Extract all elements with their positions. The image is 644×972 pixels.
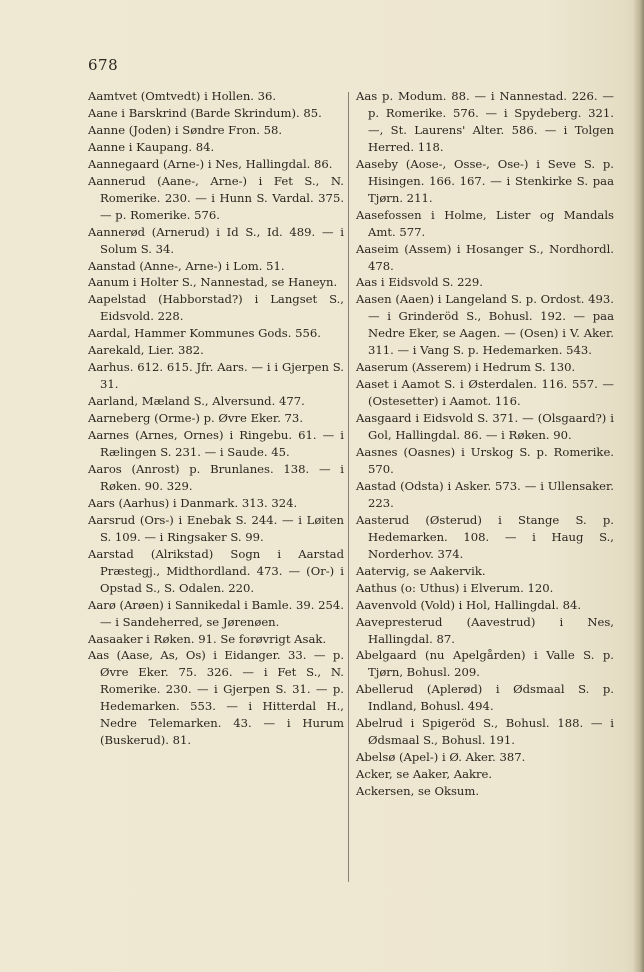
index-entry: Aarnes (Arnes, Ornes) i Ringebu. 61. — i Rælingen S. 231. — i Saude. 45. [88,428,344,460]
page-number: 678 [88,56,119,74]
index-entry: Aannerud (Aane-, Arne-) i Fet S., N. Romerike. 230. — i Hunn S. Vardal. 375. — p. Romerike. 576. [88,173,344,222]
index-entry: Aas i Eidsvold S. 229. [356,275,483,290]
index-entry: Aarstad (Alrikstad) Sogn i Aarstad Præstegj., Midthordland. 473. — (Or-) i Opstad S., S. Odalen. 220. [88,546,344,595]
index-entry: Aasnes (Oasnes) i Urskog S. p. Romerike. 570. [356,445,614,476]
index-entry: Aapelstad (Habborstad?) i Langset S., Eidsvold. 228. [88,292,344,324]
index-entry: Aastad (Odsta) i Asker. 573. — i Ullensaker. 223. [356,478,614,510]
index-entry: Aasefossen i Holme, Lister og Mandals Amt. 577. [356,207,614,239]
index-entry: Aarland, Mæland S., Alversund. 477. [88,394,305,409]
index-entry: Aas p. Modum. 88. — i Nannestad. 226. — p. Romerike. 576. — i Spydeberg. 321. —, St. Laurens' Alter. 586. — i Tolgen Herred. 118. [356,89,614,154]
index-entry: Aasgaard i Eidsvold S. 371. — (Olsgaard?) i Gol, Hallingdal. 86. — i Røken. 90. [356,411,614,443]
index-entry: Aasaaker i Røken. 91. Se forøvrigt Asak. [88,631,327,646]
index-entry: Abelsø (Apel-) i Ø. Aker. 387. [356,750,526,765]
page-edge [634,0,644,972]
index-entry: Aamtvet (Omtvedt) i Hollen. 36. [88,89,277,103]
index-entry: Ackersen, se Oksum. [356,784,480,799]
index-entry: Aasterud (Østerud) i Stange S. p. Hedemarken. 108. — i Haug S., Norderhov. 374. [356,512,614,561]
column-divider [348,92,349,882]
index-entry: Abellerud (Aplerød) i Ødsmaal S. p. Indland, Bohusl. 494. [356,682,614,714]
index-entry: Aarø (Arøen) i Sannikedal i Bamle. 39. 254. — i Sandeherred, se Jørenøen. [88,597,344,629]
index-entry: Aaserum (Asserem) i Hedrum S. 130. [356,360,576,375]
index-entry: Aas (Aase, As, Os) i Eidanger. 33. — p. Øvre Eker. 75. 326. — i Fet S., N. Romerike. 230. — i Gjerpen S. 31. — p. Hedemarken. 553. — i Hitterdal H., Nedre Telemarken. 43. — i Hurum (Buskerud). 81. [88,648,344,748]
index-entry: Aanum i Holter S., Nannestad, se Haneyn. [88,275,338,290]
index-entry: Aarhus. 612. 615. Jfr. Aars. — i i Gjerpen S. 31. [88,360,344,392]
index-entry: Abelgaard (nu Apelgården) i Valle S. p. Tjørn, Bohusl. 209. [356,648,614,680]
index-entry: Aaset i Aamot S. i Østerdalen. 116. 557. — (Ostesetter) i Aamot. 116. [356,377,614,409]
index-entry: Aardal, Hammer Kommunes Gods. 556. [88,326,321,341]
index-entry: Aathus (o: Uthus) i Elverum. 120. [356,580,554,595]
index-entry: Aatervig, se Aakervik. [356,563,486,578]
index-entry: Aanne i Kaupang. 84. [88,139,215,154]
index-entry: Aaseby (Aose-, Osse-, Ose-) i Seve S. p. Hisingen. 166. 167. — i Stenkirke S. paa Tjørn. 211. [356,156,614,205]
index-entry: Aavepresterud (Aavestrud) i Nes, Hallingdal. 87. [356,614,614,646]
index-entry: Aaseim (Assem) i Hosanger S., Nordhordl. 478. [356,241,614,273]
index-entry: Aasen (Aaen) i Langeland S. p. Ordost. 493. — i Grinderöd S., Bohusl. 192. — paa Nedre Eker, se Aagen. — (Osen) i V. Aker. 311. — i Vang S. p. Hedemarken. 543. [356,292,614,358]
index-entry: Aarekald, Lier. 382. [88,343,204,358]
index-entry: Aannegaard (Arne-) i Nes, Hallingdal. 86. [88,156,333,171]
index-entry: Aarneberg (Orme-) p. Øvre Eker. 73. [88,411,303,426]
left-column [88,88,344,749]
index-entry: Aannerød (Arnerud) i Id S., Id. 489. — i Solum S. 34. [88,224,344,256]
index-entry: Abelrud i Spigeröd S., Bohusl. 188. — i Ødsmaal S., Bohusl. 191. [356,716,614,748]
index-entry: Aanstad (Anne-, Arne-) i Lom. 51. [88,258,285,273]
right-column [356,88,614,800]
index-entry: Aarsrud (Ors-) i Enebak S. 244. — i Løiten S. 109. — i Ringsaker S. 99. [88,512,344,544]
index-entry: Aaros (Anrost) p. Brunlanes. 138. — i Røken. 90. 329. [88,461,344,493]
index-entry: Aavenvold (Vold) i Hol, Hallingdal. 84. [356,597,582,612]
index-entry: Aane i Barskrind (Barde Skrindum). 85. [88,105,322,120]
index-entry: Acker, se Aaker, Aakre. [356,767,493,782]
index-entry: Aanne (Joden) i Søndre Fron. 58. [88,122,283,137]
index-entry: Aars (Aarhus) i Danmark. 313. 324. [88,495,298,510]
